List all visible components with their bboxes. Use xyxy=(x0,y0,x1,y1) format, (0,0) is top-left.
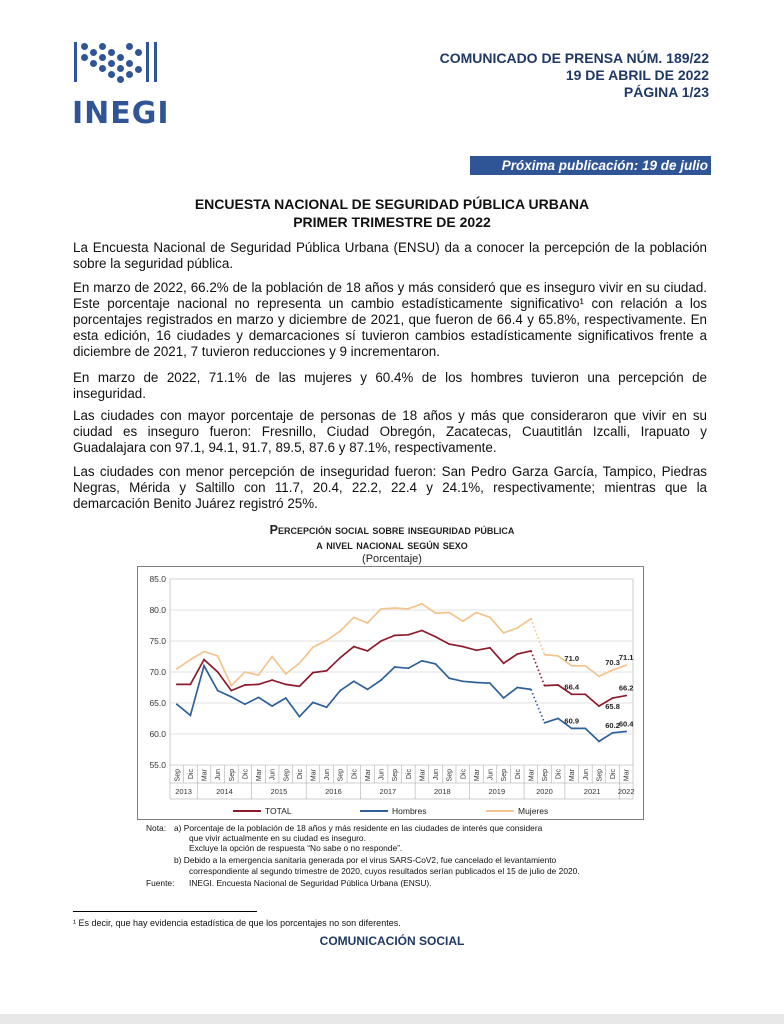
data-point-total xyxy=(557,684,559,686)
data-point-hombres xyxy=(285,697,287,699)
data-point-total xyxy=(503,662,505,664)
logo-dot xyxy=(81,54,88,61)
x-tick-label: Jun xyxy=(582,769,590,781)
logo-bar xyxy=(146,42,149,82)
logo-dot xyxy=(135,49,142,56)
data-point-mujeres xyxy=(571,665,573,667)
x-tick-label: Sep xyxy=(446,769,454,782)
data-point-mujeres xyxy=(285,673,287,675)
data-point-hombres xyxy=(612,732,614,734)
x-tick-label: Jun xyxy=(433,769,441,781)
data-point-total xyxy=(448,643,450,645)
data-point-hombres xyxy=(244,703,246,705)
y-tick-label: 60.0 xyxy=(149,729,166,739)
x-tick-label: Sep xyxy=(337,769,345,782)
data-label-total: 65.8 xyxy=(605,702,620,712)
data-point-total xyxy=(544,685,546,687)
data-point-total xyxy=(271,679,273,681)
data-point-mujeres xyxy=(244,671,246,673)
logo-dot xyxy=(135,66,142,73)
x-tick-label: Jun xyxy=(269,769,277,781)
data-label-mujeres: 70.3 xyxy=(605,658,620,668)
x-tick-label: Sep xyxy=(596,769,604,782)
x-tick-label: Dic xyxy=(514,769,522,780)
x-tick-label: Dic xyxy=(555,769,563,780)
data-point-hombres xyxy=(380,679,382,681)
data-point-total xyxy=(367,650,369,652)
year-label: 2015 xyxy=(270,787,288,796)
data-label-hombres: 60.4 xyxy=(618,719,634,729)
data-point-mujeres xyxy=(557,655,559,657)
data-point-total xyxy=(244,684,246,686)
bottom-bar xyxy=(0,1014,784,1024)
x-tick-label: Jun xyxy=(215,769,223,781)
footnote: ¹ Es decir, que hay evidencia estadística de que los porcentajes no son diferentes. xyxy=(73,918,401,928)
y-tick-label: 65.0 xyxy=(149,698,166,708)
data-point-total xyxy=(353,646,355,648)
data-point-hombres xyxy=(258,697,260,699)
y-tick-label: 70.0 xyxy=(149,667,166,677)
y-tick-label: 75.0 xyxy=(149,636,166,646)
data-point-hombres xyxy=(625,731,627,733)
chart-unit: (Porcentaje) xyxy=(362,553,422,565)
data-point-hombres xyxy=(421,660,423,662)
x-tick-label: Jun xyxy=(487,769,495,781)
paragraph-sex: En marzo de 2022, 71.1% de las mujeres y 60.4% de los hombres tuvieron una percepción de inseguridad. xyxy=(73,370,707,401)
year-label: 2016 xyxy=(325,787,342,796)
data-label-total: 66.2 xyxy=(618,683,634,693)
logo-dot xyxy=(126,60,133,67)
data-point-hombres xyxy=(407,667,409,669)
data-point-total xyxy=(203,659,205,661)
x-tick-label: Mar xyxy=(419,769,427,782)
logo-dot xyxy=(126,43,133,50)
data-label-mujeres: 71.1 xyxy=(618,653,634,663)
chart-title: Percepción social sobre inseguridad pública xyxy=(269,523,515,537)
y-tick-label: 85.0 xyxy=(149,574,166,584)
data-point-total xyxy=(421,630,423,632)
data-point-hombres xyxy=(516,687,518,689)
note-a: a) Porcentaje de la población de 18 años y más residente en las ciudades de interés que considera xyxy=(174,823,543,833)
data-point-hombres xyxy=(367,688,369,690)
chart-frame xyxy=(137,566,644,820)
year-label: 2014 xyxy=(216,787,233,796)
data-point-mujeres xyxy=(339,630,341,632)
note-b-continued: correspondiente al segundo trimestre de 2020, cuyos resultados serían publicados el 15 de julio de 2020. xyxy=(189,866,580,876)
chart-subtitle: a nivel nacional según sexo xyxy=(316,538,468,552)
data-point-total xyxy=(489,647,491,649)
data-point-total xyxy=(380,640,382,642)
data-point-total xyxy=(258,684,260,686)
data-point-mujeres xyxy=(326,639,328,641)
data-point-hombres xyxy=(176,703,178,705)
logo-dot xyxy=(99,65,106,72)
data-point-mujeres xyxy=(298,662,300,664)
x-tick-label: Jun xyxy=(324,769,332,781)
logo-dot xyxy=(126,71,133,78)
data-point-hombres xyxy=(584,728,586,730)
data-point-hombres xyxy=(312,701,314,703)
data-point-mujeres xyxy=(421,603,423,605)
x-tick-label: Sep xyxy=(283,769,291,782)
data-point-hombres xyxy=(190,715,192,717)
data-point-hombres xyxy=(298,716,300,718)
data-point-hombres xyxy=(475,682,477,684)
next-publication-banner: Próxima publicación: 19 de julio xyxy=(470,156,711,175)
year-label: 2017 xyxy=(379,787,397,796)
data-point-total xyxy=(598,705,600,707)
x-tick-label: Sep xyxy=(228,769,236,782)
data-point-mujeres xyxy=(176,668,178,670)
note-label: Nota: xyxy=(146,823,167,833)
x-tick-label: Dic xyxy=(460,769,468,780)
year-label: 2020 xyxy=(536,787,553,796)
source-label: Fuente: xyxy=(146,878,175,888)
data-point-mujeres xyxy=(503,632,505,634)
data-point-hombres xyxy=(203,665,205,667)
paragraph-intro: La Encuesta Nacional de Seguridad Pública Urbana (ENSU) da a conocer la percepción de la población sobre la seguridad pública. xyxy=(73,240,707,271)
x-tick-label: Mar xyxy=(569,769,577,782)
year-label: 2019 xyxy=(488,787,506,796)
data-point-hombres xyxy=(557,718,559,720)
logo-bar xyxy=(154,42,157,82)
line-chart xyxy=(138,567,643,819)
logo-dot xyxy=(81,43,88,50)
data-point-mujeres xyxy=(230,685,232,687)
data-point-hombres xyxy=(503,697,505,699)
year-label: 2021 xyxy=(583,787,601,796)
data-point-total xyxy=(625,695,627,697)
data-point-mujeres xyxy=(353,617,355,619)
data-point-total xyxy=(530,650,532,652)
data-point-mujeres xyxy=(598,675,600,677)
data-point-total xyxy=(176,684,178,686)
x-tick-label: Dic xyxy=(405,769,413,780)
legend-label-hombres: Hombres xyxy=(392,806,427,816)
footnote-separator xyxy=(73,911,257,912)
logo-dot xyxy=(117,65,124,72)
data-point-total xyxy=(339,657,341,659)
x-tick-label: Dic xyxy=(296,769,304,780)
data-point-total xyxy=(230,690,232,692)
legend-label-total: TOTAL xyxy=(265,806,292,816)
data-point-hombres xyxy=(230,696,232,698)
logo-dot xyxy=(99,43,106,50)
data-point-mujeres xyxy=(271,656,273,658)
data-point-total xyxy=(326,670,328,672)
logo-dot xyxy=(90,60,97,67)
data-point-hombres xyxy=(544,722,546,724)
paragraph-highest-cities: Las ciudades con mayor porcentaje de personas de 18 años y más que consideraron que vivir en su ciudad es inseguro fueron: Fresnillo, Ciudad Obregón, Zacatecas, Cuautitlán Izcalli, Irapuato y Guadalajara con 97.1, 94.1, 91.7, 89.5, 87.6 y 87.1%, respectivamente. xyxy=(73,408,707,455)
data-point-hombres xyxy=(326,706,328,708)
press-release-number: COMUNICADO DE PRENSA NÚM. 189/22 xyxy=(439,50,709,66)
data-point-total xyxy=(584,693,586,695)
x-tick-label: Mar xyxy=(201,769,209,782)
source-text: INEGI. Encuesta Nacional de Seguridad Pública Urbana (ENSU). xyxy=(189,878,432,888)
inegi-logo xyxy=(72,40,170,131)
data-point-mujeres xyxy=(367,622,369,624)
x-tick-label: Jun xyxy=(378,769,386,781)
x-tick-label: Sep xyxy=(392,769,400,782)
data-point-hombres xyxy=(489,682,491,684)
data-point-hombres xyxy=(462,680,464,682)
x-tick-label: Mar xyxy=(528,769,536,782)
data-point-mujeres xyxy=(489,617,491,619)
x-tick-label: Sep xyxy=(501,769,509,782)
x-tick-label: Sep xyxy=(541,769,549,782)
data-point-mujeres xyxy=(258,674,260,676)
page-number: PÁGINA 1/23 xyxy=(623,84,709,100)
data-point-mujeres xyxy=(435,612,437,614)
data-point-hombres xyxy=(598,741,600,743)
logo-dot xyxy=(108,71,115,78)
data-point-mujeres xyxy=(217,655,219,657)
data-point-mujeres xyxy=(407,608,409,610)
data-point-hombres xyxy=(271,705,273,707)
x-tick-label: Mar xyxy=(256,769,264,782)
document-title: ENCUESTA NACIONAL DE SEGURIDAD PÚBLICA URBANA xyxy=(194,196,590,212)
data-label-hombres: 60.9 xyxy=(564,716,580,726)
logo-dot xyxy=(108,49,115,56)
data-point-total xyxy=(475,649,477,651)
data-point-total xyxy=(394,635,396,637)
data-point-mujeres xyxy=(625,664,627,666)
x-tick-label: Dic xyxy=(242,769,250,780)
data-point-hombres xyxy=(448,677,450,679)
data-point-mujeres xyxy=(203,651,205,653)
x-tick-label: Mar xyxy=(623,769,631,782)
data-point-hombres xyxy=(353,680,355,682)
data-point-total xyxy=(407,634,409,636)
x-tick-label: Mar xyxy=(310,769,318,782)
footer-communication: COMUNICACIÓN SOCIAL xyxy=(319,934,465,948)
paragraph-lowest-cities: Las ciudades con menor percepción de inseguridad fueron: San Pedro Garza García, Tampico, Piedras Negras, Mérida y Saltillo con 11.7, 20.4, 22.2, 22.4 y 24.1%, respectivamente; mientras que la demarcación Benito Juárez registró 25%. xyxy=(73,464,707,511)
logo-dot xyxy=(117,54,124,61)
data-point-total xyxy=(217,671,219,673)
x-tick-label: Dic xyxy=(610,769,618,780)
logo-dot xyxy=(117,76,124,83)
y-tick-label: 80.0 xyxy=(149,605,166,615)
data-point-total xyxy=(462,646,464,648)
y-tick-label: 55.0 xyxy=(149,760,166,770)
paragraph-national: En marzo de 2022, 66.2% de la población de 18 años y más consideró que es inseguro vivir en su ciudad. Este porcentaje nacional no representa un cambio estadísticamente significativo¹ con relación a los porcentajes registrados en marzo y diciembre de 2021, que fueron de 66.4 y 65.8%, respectivamente. En esta edición, 16 ciudades y demarcaciones sí tuvieron cambios estadísticamente significativos frente a diciembre de 2021, 7 tuvieron reducciones y 9 incrementaron. xyxy=(73,280,707,359)
data-point-total xyxy=(298,685,300,687)
data-point-total xyxy=(435,636,437,638)
logo-dot xyxy=(90,49,97,56)
data-point-mujeres xyxy=(190,659,192,661)
data-point-hombres xyxy=(571,728,573,730)
document-subtitle: PRIMER TRIMESTRE DE 2022 xyxy=(293,214,491,230)
data-point-hombres xyxy=(217,690,219,692)
year-label: 2022 xyxy=(617,787,635,796)
note-b: b) Debido a la emergencia sanitaria generada por el virus SARS-CoV2, fue cancelado el levantamiento xyxy=(174,855,557,865)
data-point-mujeres xyxy=(584,665,586,667)
data-label-mujeres: 71.0 xyxy=(564,653,580,663)
year-label: 2018 xyxy=(434,787,451,796)
data-label-hombres: 60.2 xyxy=(605,720,620,730)
data-point-mujeres xyxy=(394,607,396,609)
logo-dot xyxy=(108,60,115,67)
data-point-mujeres xyxy=(516,627,518,629)
year-label: 2013 xyxy=(175,787,192,796)
data-point-mujeres xyxy=(544,654,546,656)
data-point-total xyxy=(516,653,518,655)
note-a-exclusion: Excluye la opción de respuesta “No sabe o no responde”. xyxy=(189,843,403,853)
x-tick-label: Dic xyxy=(187,769,195,780)
x-tick-label: Sep xyxy=(174,769,182,782)
x-tick-label: Mar xyxy=(364,769,372,782)
logo-wordmark: INEGI xyxy=(72,96,170,131)
data-point-total xyxy=(312,672,314,674)
logo-dot xyxy=(99,54,106,61)
data-point-total xyxy=(612,697,614,699)
data-point-mujeres xyxy=(612,669,614,671)
data-point-mujeres xyxy=(475,612,477,614)
release-date: 19 DE ABRIL DE 2022 xyxy=(565,67,709,83)
data-point-total xyxy=(571,693,573,695)
logo-bar xyxy=(74,42,77,82)
legend-label-mujeres: Mujeres xyxy=(518,806,549,816)
data-point-mujeres xyxy=(380,608,382,610)
data-point-total xyxy=(285,684,287,686)
data-point-hombres xyxy=(394,666,396,668)
x-tick-label: Dic xyxy=(351,769,359,780)
data-point-mujeres xyxy=(448,612,450,614)
x-tick-label: Mar xyxy=(473,769,481,782)
data-point-hombres xyxy=(530,688,532,690)
data-label-total: 66.4 xyxy=(564,682,580,692)
data-point-hombres xyxy=(435,663,437,665)
note-a-continued: que vivir actualmente en su ciudad es inseguro. xyxy=(189,833,366,843)
data-point-mujeres xyxy=(530,618,532,620)
data-point-mujeres xyxy=(312,646,314,648)
data-point-total xyxy=(190,684,192,686)
data-point-mujeres xyxy=(462,620,464,622)
data-point-hombres xyxy=(339,690,341,692)
